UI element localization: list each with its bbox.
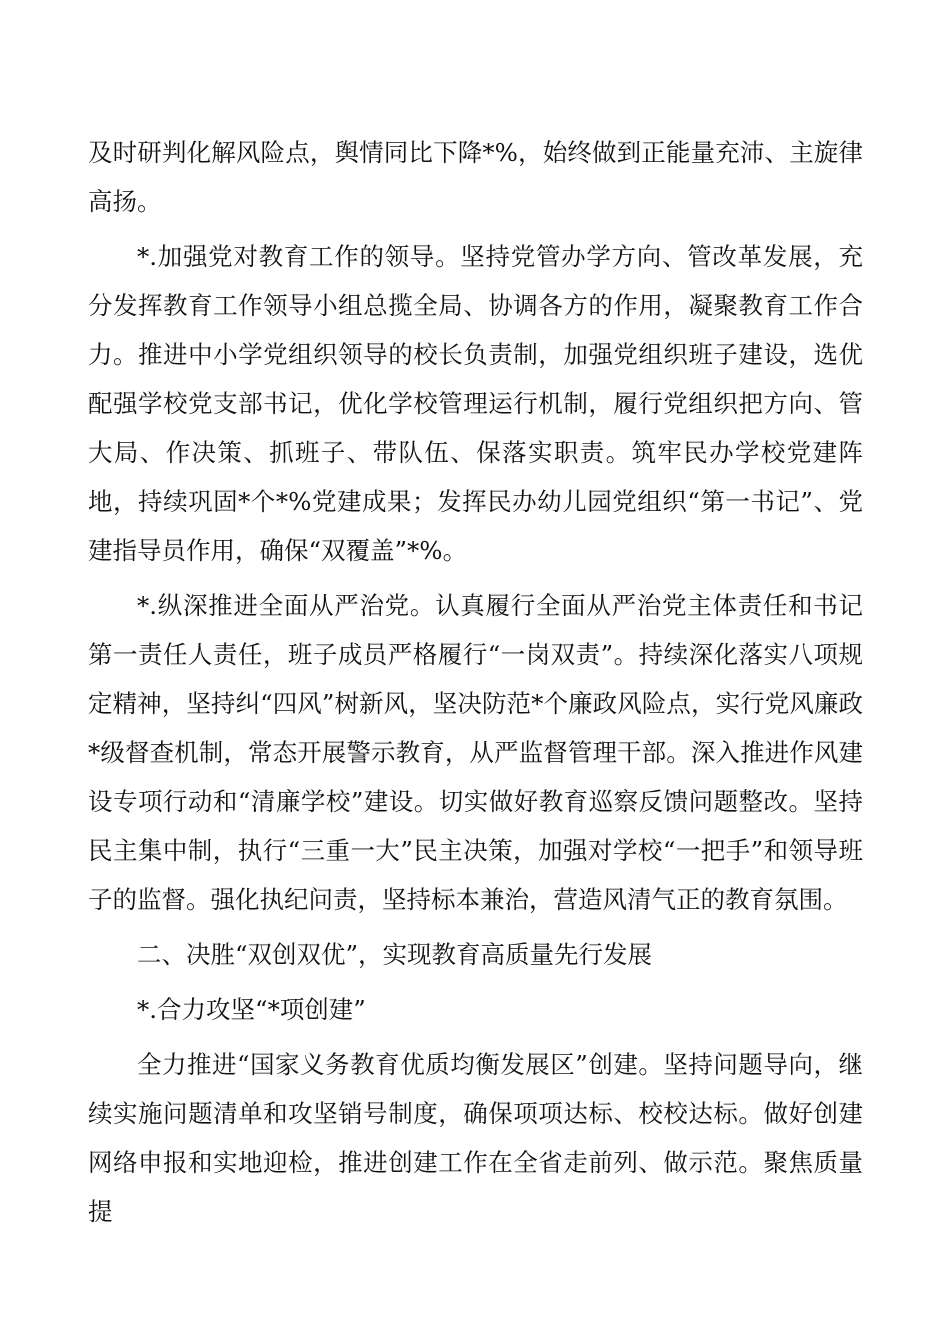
paragraph-4: 全力推进“国家义务教育优质均衡发展区”创建。坚持问题导向，继续实施问题清单和攻坚销号制度，确保项项达标、校校达标。做好创建网络申报和实地迎检，推进创建工作在全省走前列、做示范。聚焦质量提 — [88, 1050, 863, 1226]
section-heading: 二、决胜“双创双优”，实现教育高质量先行发展 — [137, 940, 653, 969]
paragraph-3: *.纵深推进全面从严治党。认真履行全面从严治党主体责任和书记第一责任人责任，班子成员严格履行“一岗双责”。持续深化落实八项规定精神，坚持纠“四风”树新风，坚决防范*个廉政风险点，实行党风廉政*级督查机制，常态开展警示教育，从严监督管理干部。深入推进作风建设专项行动和“清廉学校”建设。切实做好教育巡察反馈问题整改。坚持民主集中制，执行“三重一大”民主决策，加强对学校“一把手”和领导班子的监督。强化执纪问责，坚持标本兼治，营造风清气正的教育氛围。 — [88, 591, 863, 914]
subsection-heading: *.合力攻坚“*项创建” — [137, 995, 366, 1024]
document-body — [88, 128, 863, 1242]
paragraph-2: *.加强党对教育工作的领导。坚持党管办学方向、管改革发展，充分发挥教育工作领导小组总揽全局、协调各方的作用，凝聚教育工作合力。推进中小学党组织领导的校长负责制，加强党组织班子建设，选优配强学校党支部书记，优化学校管理运行机制，履行党组织把方向、管大局、作决策、抓班子、带队伍、保落实职责。筑牢民办学校党建阵地，持续巩固*个*%党建成果；发挥民办幼儿园党组织“第一书记”、党建指导员作用，确保“双覆盖”*%。 — [88, 242, 863, 565]
paragraph-1: 及时研判化解风险点，舆情同比下降*%，始终做到正能量充沛、主旋律高扬。 — [88, 138, 863, 216]
